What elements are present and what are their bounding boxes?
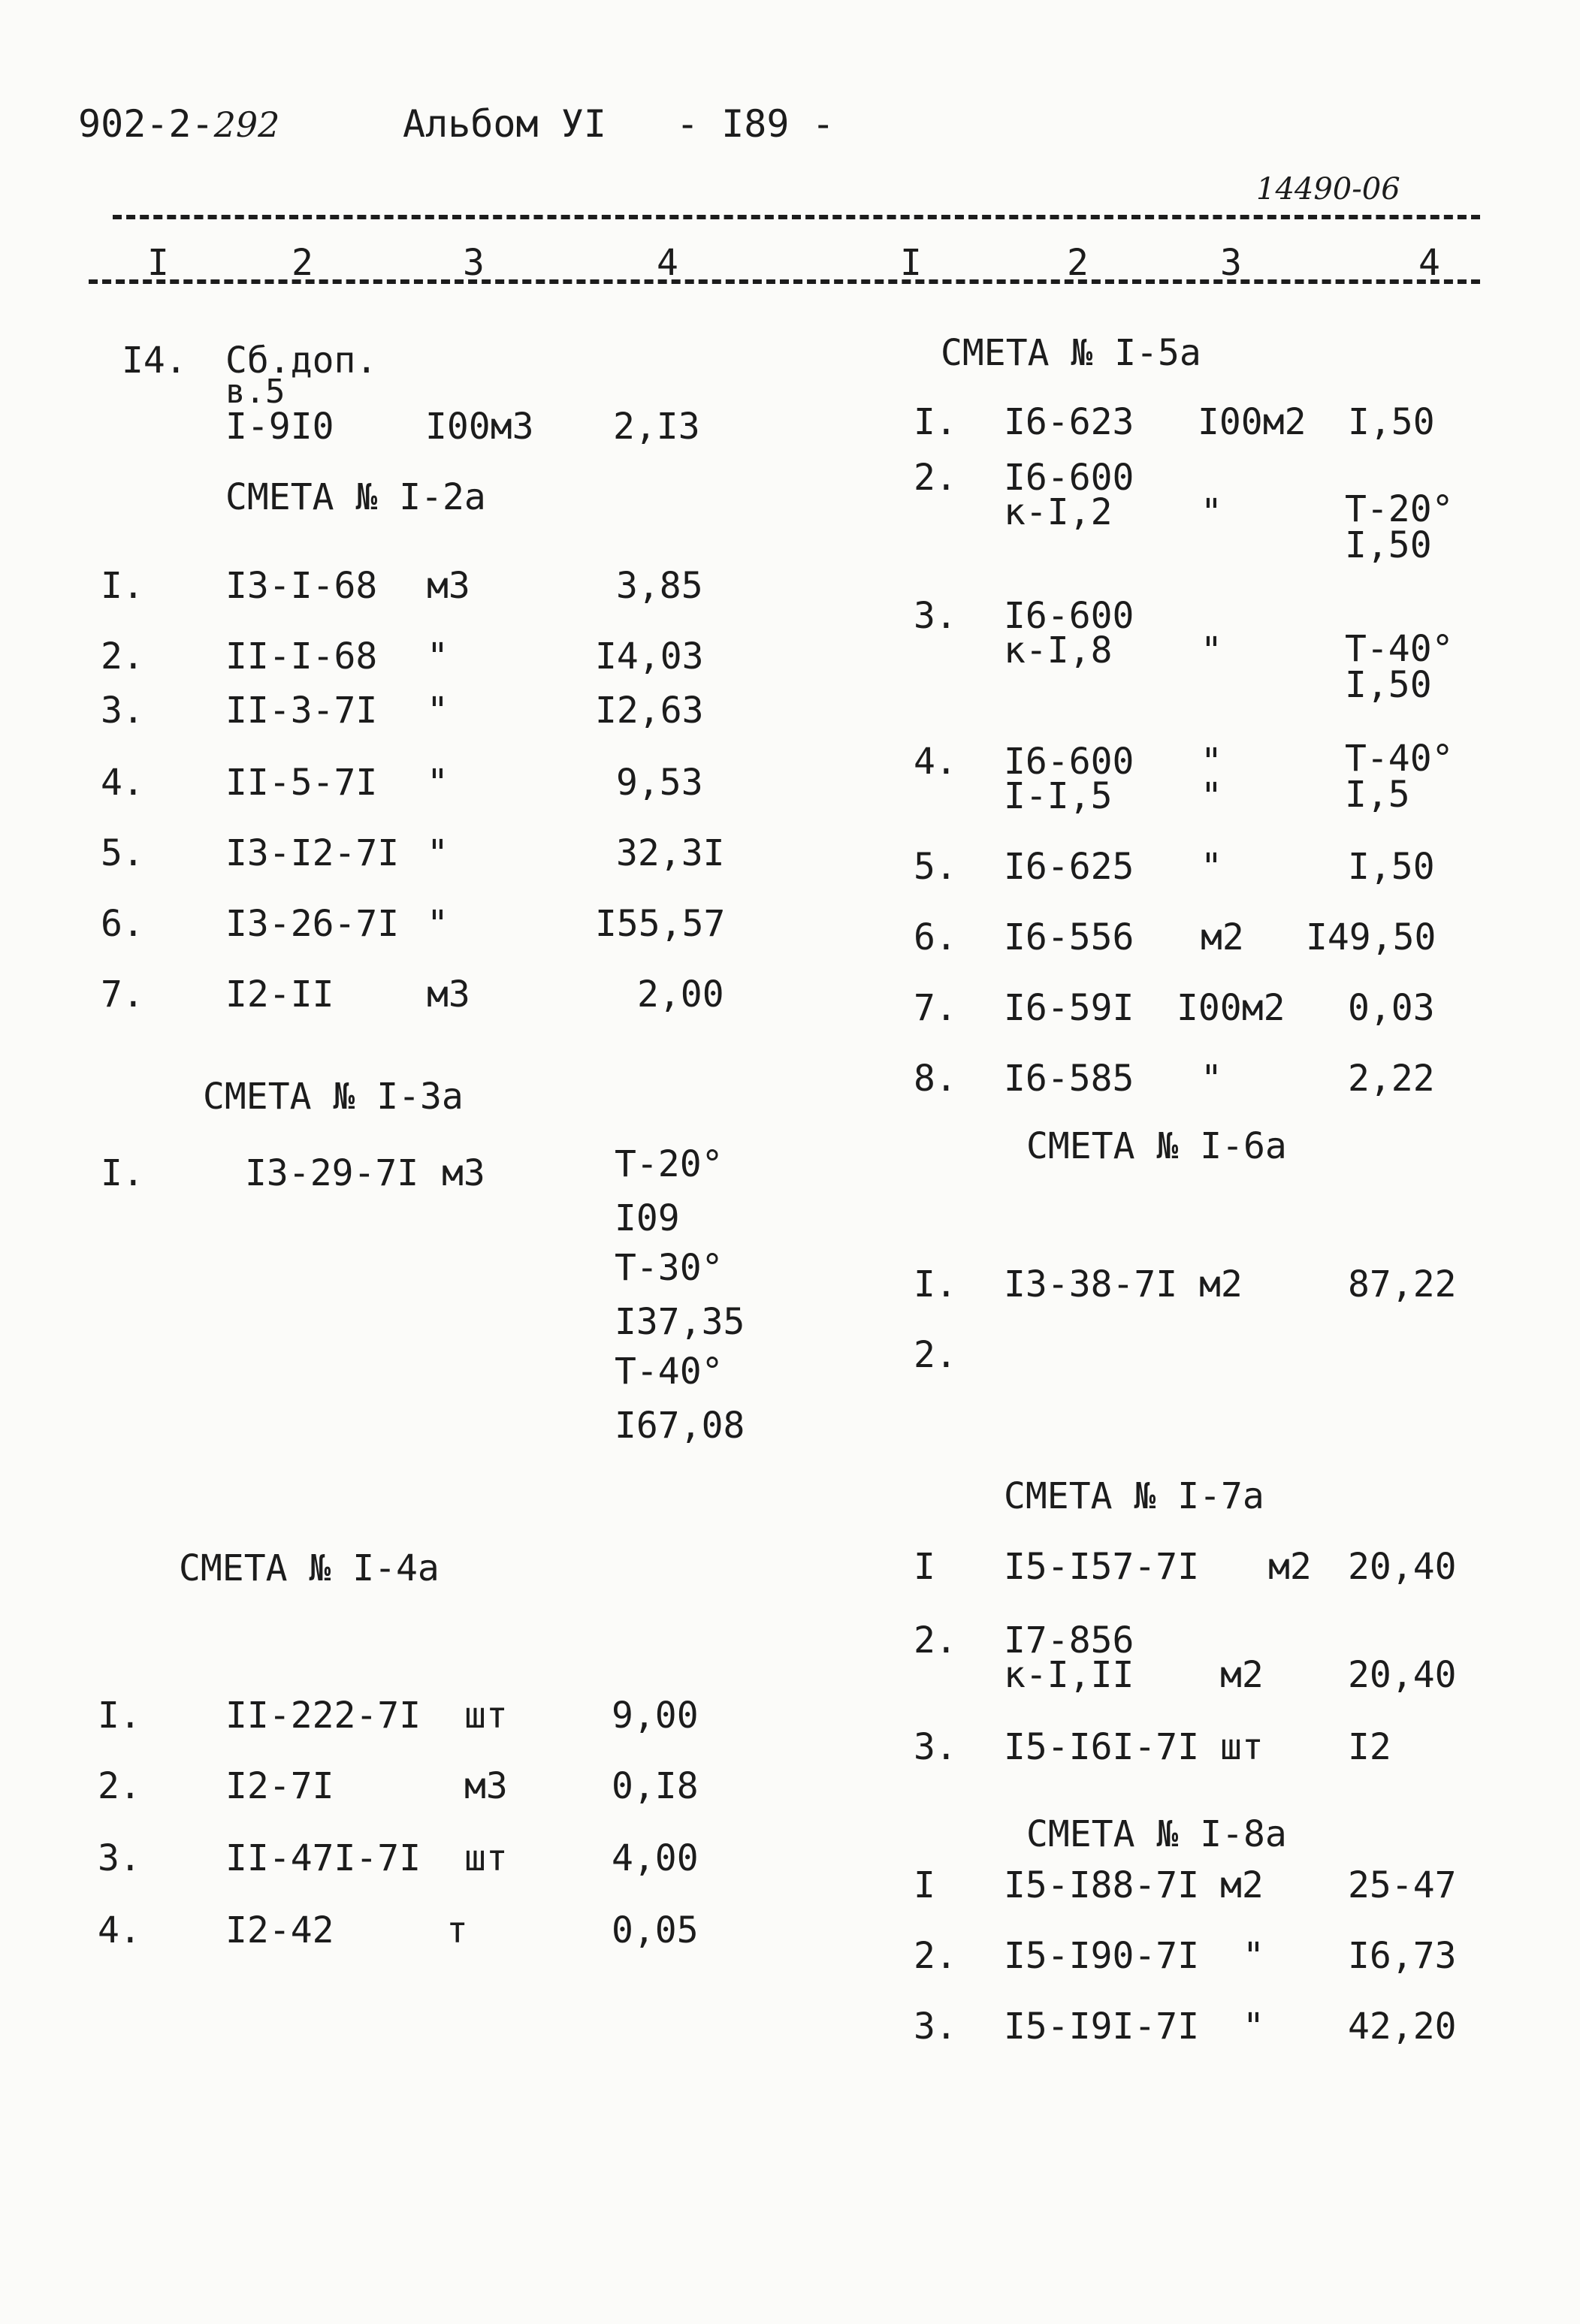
row-code: II-5-7I	[225, 762, 378, 804]
row-number: 6.	[101, 903, 144, 945]
row-number: 4.	[101, 762, 144, 804]
row-unit: м2	[1268, 1546, 1312, 1588]
row-number: 4.	[914, 741, 957, 783]
row-subcode: к-I,II	[1004, 1654, 1134, 1696]
row-unit: "	[1201, 1058, 1222, 1100]
row-unit: "	[427, 635, 449, 678]
row-unit: I00м2	[1198, 401, 1307, 443]
row-number: I.	[914, 401, 957, 443]
row-subcode: к-I,2	[1004, 491, 1113, 533]
item-unit: I00м3	[425, 406, 534, 448]
section-title: СМЕТА № I-7а	[1004, 1475, 1264, 1517]
value-t20-qty: I09	[615, 1197, 680, 1239]
value-t30-qty: I37,35	[615, 1301, 745, 1343]
row-temperature: Т-40°	[1345, 738, 1454, 780]
row-quantity: I2	[1348, 1726, 1391, 1768]
row-unit: "	[1201, 846, 1222, 888]
row-quantity: 2,22	[1348, 1058, 1435, 1100]
row-number: 5.	[101, 832, 144, 874]
row-unit: "	[1243, 1935, 1264, 1977]
row-code: I5-I90-7I	[1004, 1935, 1200, 1977]
section-title: СМЕТА № I-6а	[1026, 1125, 1287, 1167]
item-text-line1: Сб.доп.	[225, 340, 378, 382]
section-title: СМЕТА № I-2а	[225, 476, 486, 518]
row-temperature: Т-20°	[1345, 488, 1454, 530]
row-number: I	[914, 1864, 935, 1906]
item-code: I-9I0	[225, 406, 334, 448]
row-quantity: 4,00	[612, 1837, 699, 1879]
row-code: I2-42	[225, 1909, 334, 1951]
album-label: Альбом УI	[403, 102, 606, 146]
row-number: 7.	[101, 973, 144, 1016]
row-code: II-I-68	[225, 635, 378, 678]
row-unit: "	[1201, 741, 1222, 783]
row-number: I.	[101, 1152, 144, 1194]
row-code: I6-625	[1004, 846, 1134, 888]
row-code: I2-II	[225, 973, 334, 1016]
row-unit: шт	[464, 1695, 508, 1737]
row-code: I5-I88-7I	[1004, 1864, 1200, 1906]
row-temperature: Т-40°	[1345, 628, 1454, 670]
row-unit: м2	[1220, 1654, 1264, 1696]
row-code: I6-556	[1004, 916, 1134, 958]
row-quantity: I6,73	[1348, 1935, 1457, 1977]
row-code: I6-600	[1004, 595, 1134, 637]
row-quantity: 0,I8	[612, 1765, 699, 1807]
column-header-7: 3	[1220, 242, 1242, 284]
row-unit: шт	[1220, 1726, 1264, 1768]
row-quantity: 25-47	[1348, 1864, 1457, 1906]
row-unit: "	[1201, 629, 1222, 672]
page-number: - I89 -	[676, 102, 835, 146]
row-unit: м3	[464, 1765, 508, 1807]
row-unit: м2	[1201, 916, 1244, 958]
row-unit: "	[427, 690, 449, 732]
row-code: I7-856	[1004, 1619, 1134, 1662]
row-code: II-222-7I	[225, 1695, 421, 1737]
document-code	[78, 102, 280, 146]
row-unit: "	[427, 903, 449, 945]
row-quantity: 2,00	[637, 973, 724, 1016]
row-unit: м3	[427, 973, 470, 1016]
row-quantity: I49,50	[1306, 916, 1437, 958]
row-quantity: 32,3I	[616, 832, 725, 874]
column-header-4: 4	[657, 242, 678, 284]
handwritten-stamp: 14490-06	[1256, 172, 1400, 207]
row-number: 2.	[914, 1619, 957, 1662]
row-unit: "	[1201, 491, 1222, 533]
row-code: I3-29-7I	[245, 1152, 419, 1194]
row-unit: м2	[1199, 1263, 1243, 1305]
row-code: I6-623	[1004, 401, 1134, 443]
row-code: I5-I57-7I	[1004, 1546, 1200, 1588]
row-unit: шт	[464, 1837, 508, 1879]
row-number: I.	[914, 1263, 957, 1305]
document-code-prefix: 902-2-	[78, 102, 214, 146]
row-quantity: 3,85	[616, 565, 703, 607]
row-unit: "	[427, 762, 449, 804]
row-quantity: 42,20	[1348, 2006, 1457, 2048]
section-title: СМЕТА № I-8а	[1026, 1813, 1287, 1855]
row-number: 3.	[914, 1726, 957, 1768]
row-quantity: I4,03	[595, 635, 704, 678]
row-number: 5.	[914, 846, 957, 888]
row-unit: т	[446, 1909, 468, 1951]
row-subcode: к-I,8	[1004, 629, 1113, 672]
column-header-6: 2	[1067, 242, 1089, 284]
row-number: I	[914, 1546, 935, 1588]
row-unit: "	[427, 832, 449, 874]
row-quantity: I,50	[1348, 846, 1435, 888]
row-quantity: I55,57	[595, 903, 726, 945]
row-number: 7.	[914, 987, 957, 1029]
column-header-3: 3	[463, 242, 485, 284]
row-quantity: 0,03	[1348, 987, 1435, 1029]
row-code: II-3-7I	[225, 690, 378, 732]
row-number: 2.	[101, 635, 144, 678]
row-code: I5-I9I-7I	[1004, 2006, 1200, 2048]
row-number: 8.	[914, 1058, 957, 1100]
row-subcode: I-I,5	[1004, 775, 1113, 817]
row-code: I3-I-68	[225, 565, 378, 607]
section-title: СМЕТА № I-3а	[203, 1076, 464, 1118]
row-number: 2.	[914, 1334, 957, 1376]
row-number: I.	[98, 1695, 141, 1737]
section-title: СМЕТА № I-4а	[179, 1547, 440, 1589]
value-t20: Т-20°	[615, 1143, 724, 1185]
row-number: 3.	[914, 595, 957, 637]
row-unit: м2	[1220, 1864, 1264, 1906]
row-number: 2.	[98, 1765, 141, 1807]
section-title: СМЕТА № I-5а	[941, 332, 1201, 374]
row-unit: I00м2	[1177, 987, 1285, 1029]
row-quantity: I,5	[1345, 774, 1410, 816]
row-code: I3-26-7I	[225, 903, 400, 945]
row-number: 2.	[914, 457, 957, 499]
row-quantity: 20,40	[1348, 1546, 1457, 1588]
top-dashed-rule	[113, 215, 1480, 219]
item-quantity: 2,I3	[613, 406, 700, 448]
row-code: I6-585	[1004, 1058, 1134, 1100]
column-header-2: 2	[292, 242, 313, 284]
row-number: 2.	[914, 1935, 957, 1977]
value-t40: Т-40°	[615, 1351, 724, 1393]
row-number: 6.	[914, 916, 957, 958]
row-code: II-47I-7I	[225, 1837, 421, 1879]
row-quantity: I,50	[1348, 401, 1435, 443]
row-code: I3-38-7I	[1004, 1263, 1178, 1305]
column-header-5: I	[900, 242, 922, 284]
row-quantity: I,50	[1345, 524, 1432, 566]
column-header-8: 4	[1418, 242, 1440, 284]
row-unit: м3	[442, 1152, 485, 1194]
document-code-number: 292	[213, 104, 280, 145]
row-unit: м3	[427, 565, 470, 607]
row-number: 3.	[98, 1837, 141, 1879]
value-t30: Т-30°	[615, 1247, 724, 1289]
row-unit: "	[1243, 2006, 1264, 2048]
row-code: I3-I2-7I	[225, 832, 400, 874]
row-number: 3.	[914, 2006, 957, 2048]
row-unit: "	[1201, 775, 1222, 817]
row-code: I5-I6I-7I	[1004, 1726, 1200, 1768]
row-number: I.	[101, 565, 144, 607]
row-quantity: I,50	[1345, 664, 1432, 706]
row-number: 4.	[98, 1909, 141, 1951]
item-text-line2: в.5	[225, 373, 285, 411]
row-code: I6-600	[1004, 741, 1134, 783]
row-quantity: 87,22	[1348, 1263, 1457, 1305]
value-t40-qty: I67,08	[615, 1405, 745, 1447]
row-quantity: 9,00	[612, 1695, 699, 1737]
column-header-1: I	[147, 242, 169, 284]
row-number: 3.	[101, 690, 144, 732]
row-quantity: 9,53	[616, 762, 703, 804]
row-quantity: 20,40	[1348, 1654, 1457, 1696]
row-quantity: I2,63	[595, 690, 704, 732]
row-code: I6-600	[1004, 457, 1134, 499]
row-code: I6-59I	[1004, 987, 1134, 1029]
row-code: I2-7I	[225, 1765, 334, 1807]
row-quantity: 0,05	[612, 1909, 699, 1951]
item-number: I4.	[122, 340, 187, 382]
